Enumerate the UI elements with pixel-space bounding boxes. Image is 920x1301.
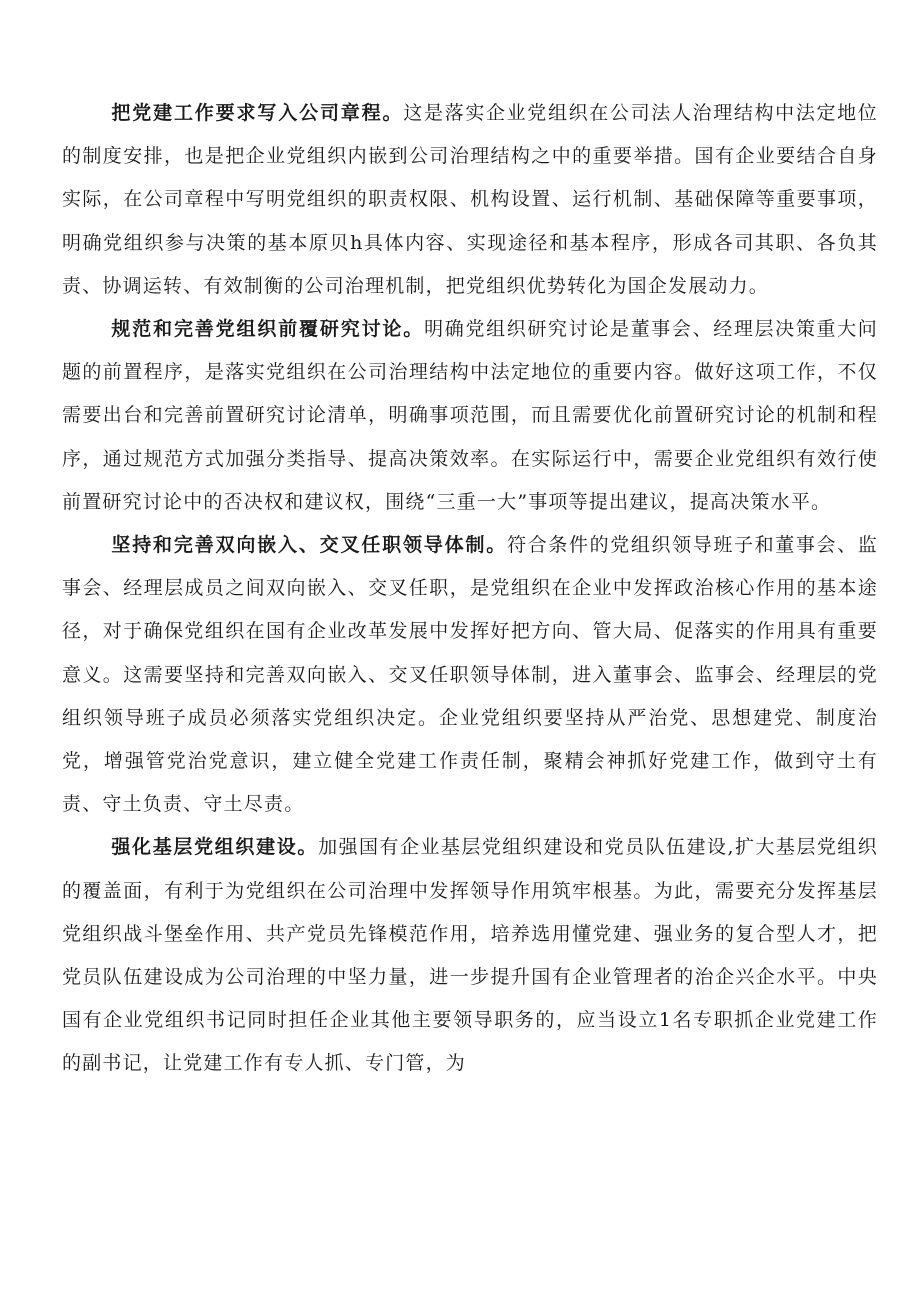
paragraph-text: 明确党组织研究讨论是董事会、经理层决策重大问题的前置程序，是落实党组织在公司治理结构中法定地位的重要内容。做好这项工作，不仅需要出台和完善前置研究讨论清单，明确事项范围，而且需要优化前置研究讨论的机制和程序，通过规范方式加强分类指导、提高决策效率。在实际运行中，需要企业党组织有效行使前置研究讨论中的否决权和建议权，围绕“三重一大”事项等提出建议，提高决策水平。 (62, 318, 878, 513)
paragraph-text: 符合条件的党组织领导班子和董事会、监事会、经理层成员之间双向嵌入、交叉任职，是党组织在企业中发挥政治核心作用的基本途径，对于确保党组织在国有企业改革发展中发挥好把方向、管大局、促落实的作用具有重要意义。这需要坚持和完善双向嵌入、交叉任职领导体制，进入董事会、监事会、经理层的党组织领导班子成员必须落实党组织决定。企业党组织要坚持从严治党、思想建党、制度治党，增强管党治党意识，建立健全党建工作责任制，聚精会神抓好党建工作，做到守土有责、守土负责、守土尽责。 (62, 534, 878, 816)
paragraph-heading: 坚持和完善双向嵌入、交叉任职领导体制。 (111, 534, 508, 557)
paragraph-text: 这是落实企业党组织在公司法人治理结构中法定地位的制度安排，也是把企业党组织内嵌到公司治理结构之中的重要举措。国有企业要结合自身实际，在公司章程中写明党组织的职责权限、机构设置、运行机制、基础保障等重要事项，明确党组织参与决策的基本原贝h具体内容、实现途径和基本程序，形成各司其职、各负其责、协调运转、有效制衡的公司治理机制，把党组织优势转化为国企发展动力。 (62, 102, 878, 297)
paragraph-pre-discussion (62, 308, 878, 524)
paragraph-articles-of-association (62, 92, 878, 308)
paragraph-heading: 强化基层党组织建设。 (111, 836, 319, 859)
paragraph-text: 加强国有企业基层党组织建设和党员队伍建设,扩大基层党组织的覆盖面，有利于为党组织在公司治理中发挥领导作用筑牢根基。为此，需要充分发挥基层党组织战斗堡垒作用、共产党员先锋模范作用，培养选用懂党建、强业务的复合型人才，把党员队伍建设成为公司治理的中坚力量，进一步提升国有企业管理者的治企兴企水平。中央国有企业党组织书记同时担任企业其他主要领导职务的，应当设立1名专职抓企业党建工作的副书记，让党建工作有专人抓、专门管，为 (62, 836, 878, 1075)
document-body (62, 92, 878, 1086)
paragraph-heading: 规范和完善党组织前覆研究讨论。 (111, 318, 425, 341)
paragraph-grassroots-organization (62, 826, 878, 1085)
paragraph-heading: 把党建工作要求写入公司章程。 (111, 102, 404, 124)
paragraph-cross-appointment (62, 524, 878, 826)
